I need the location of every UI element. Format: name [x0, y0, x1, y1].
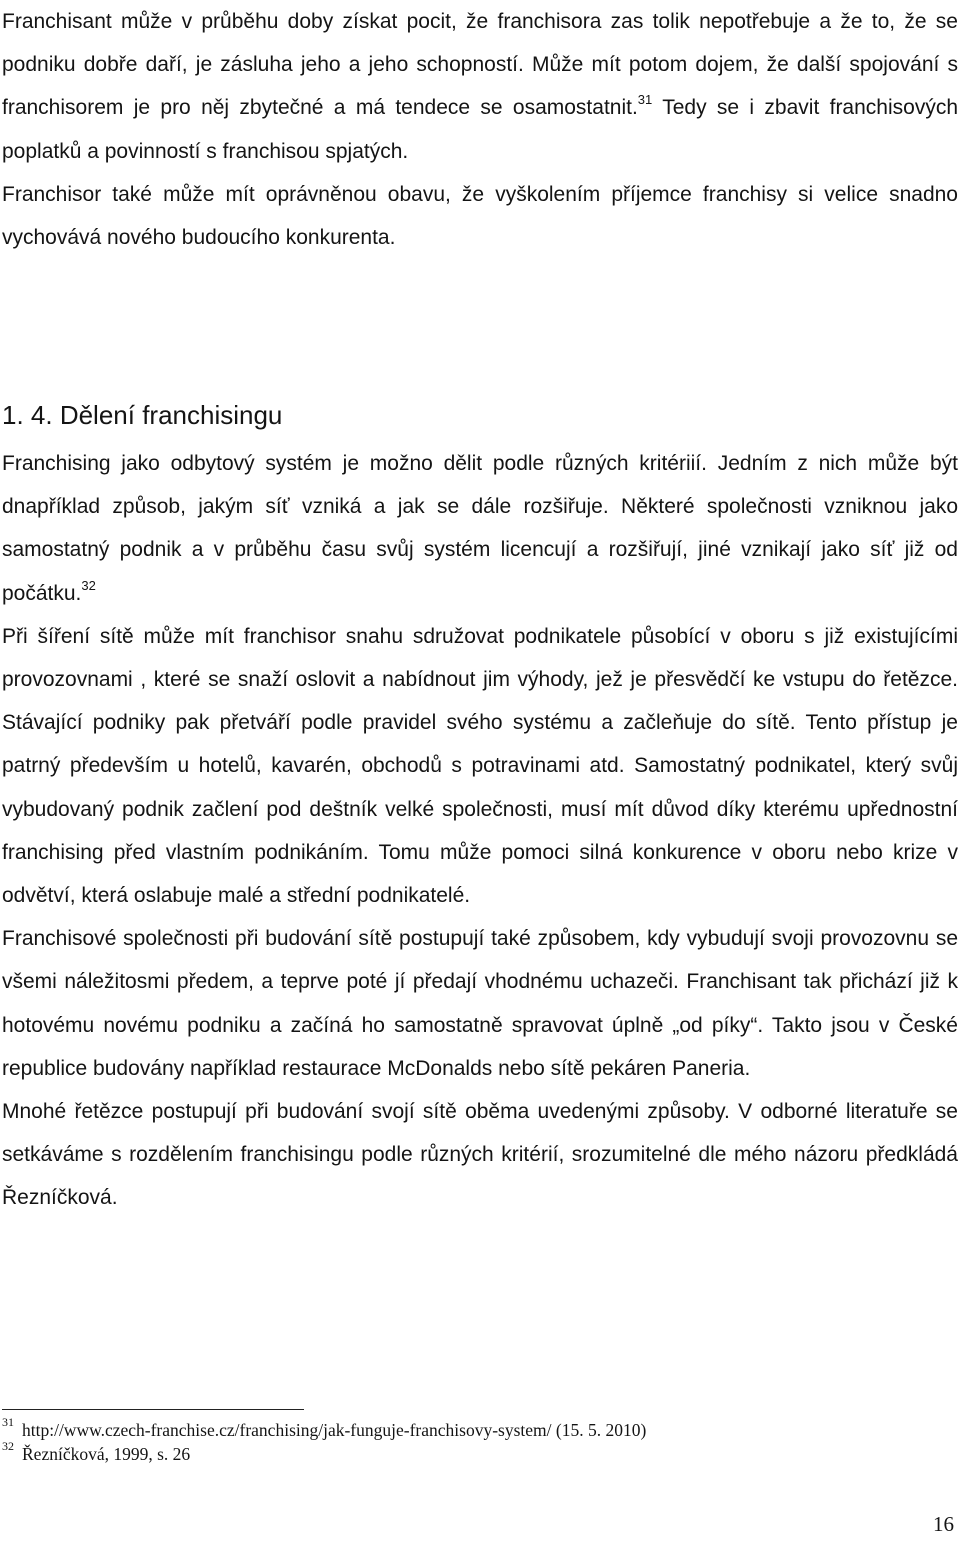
- footnote-divider: [2, 1409, 304, 1410]
- section-heading: 1. 4. Dělení franchisingu: [2, 400, 283, 430]
- paragraph: [2, 615, 958, 917]
- paragraph: [2, 0, 958, 173]
- paragraph: [2, 442, 958, 615]
- footnote-link[interactable]: http://www.czech-franchise.cz/franchising/jak-funguje-franchisovy-system/ (15. 5. 2010): [22, 1420, 647, 1440]
- footnote-ref: 32: [81, 577, 96, 593]
- paragraph-text: Mnohé řetězce postupují při budování svojí sítě oběma uvedenými způsoby. V odborné literatuře se setkáváme s rozdělením franchisingu podle různých kritérií, srozumitelné dle mého názoru předkládá Řezníčková.: [2, 1100, 958, 1210]
- footnote-number: 32: [2, 1439, 14, 1454]
- paragraph: [2, 173, 958, 259]
- footnotes: [2, 1415, 647, 1466]
- paragraph: [2, 917, 958, 1090]
- paragraph-text: Franchising jako odbytový systém je možno dělit podle různých kritériií. Jedním z nich může být dnapříklad způsob, jakým síť vzniká a jak se dále rozšiřuje. Některé společnosti vzniknou jako samostatný podnik a v průběhu času svůj systém licencují a rozšiřují, jiné vznikají jako síť již od počátku.: [2, 452, 958, 605]
- body-text-top: [2, 0, 958, 259]
- paragraph-text: Franchisové společnosti při budování sítě postupují také způsobem, kdy vybudují svoji provozovnu se všemi náležitosmi předem, a teprve poté jí předají vhodnému uchazeči. Franchisant tak přichází již k hotovému novému podniku a začíná ho samostatně spravovat úplně „od píky“. Takto jsou v České republice budovány například restaurace McDonalds nebo sítě pekáren Paneria.: [2, 927, 958, 1080]
- paragraph-text: Franchisant může v průběhu doby získat pocit, že franchisora zas tolik nepotřebuje a že to, že se podniku dobře daří, je zásluha jeho a jeho schopností. Může mít potom dojem, že další spojování s franchisorem je pro něj zbytečné a má tendece se osamostatnit.: [2, 10, 958, 120]
- footnote-text: Řezníčková, 1999, s. 26: [22, 1444, 191, 1464]
- footnote-number: 31: [2, 1415, 14, 1430]
- footnote: [2, 1439, 646, 1466]
- paragraph-text: Franchisor také může mít oprávněnou obavu, že vyškolením příjemce franchisy si velice snadno vychovává nového budoucího konkurenta.: [2, 182, 958, 250]
- body-text-section: [2, 442, 958, 1220]
- paragraph-text: Tedy se i zbavit franchisových poplatků a povinností s franchisou spjatých.: [2, 96, 958, 163]
- paragraph: [2, 1090, 958, 1220]
- page-number: 16: [933, 1512, 954, 1536]
- paragraph-text: Při šíření sítě může mít franchisor snahu sdružovat podnikatele působící v oboru s již existujícími provozovnami , které se snaží oslovit a nabídnout jim výhody, jež je přesvědčí ke vstupu do řetězce. Stávající podniky pak přetváří podle pravidel svého systému a začleňuje do sítě. Tento přístup je patrný především u hotelů, kavarén, obchodů s potravinami atd. Samostatný podnikatel, který svůj vybudovaný podnik začlení pod deštník velké společnosti, musí mít důvod díky kterému upřednostní franchising před vlastním podnikáním. Tomu může pomoci silná konkurence v oboru nebo krize v odvětví, která oslabuje malé a střední podnikatelé.: [2, 624, 958, 908]
- footnote: [2, 1415, 647, 1442]
- footnote-ref: 31: [637, 92, 653, 108]
